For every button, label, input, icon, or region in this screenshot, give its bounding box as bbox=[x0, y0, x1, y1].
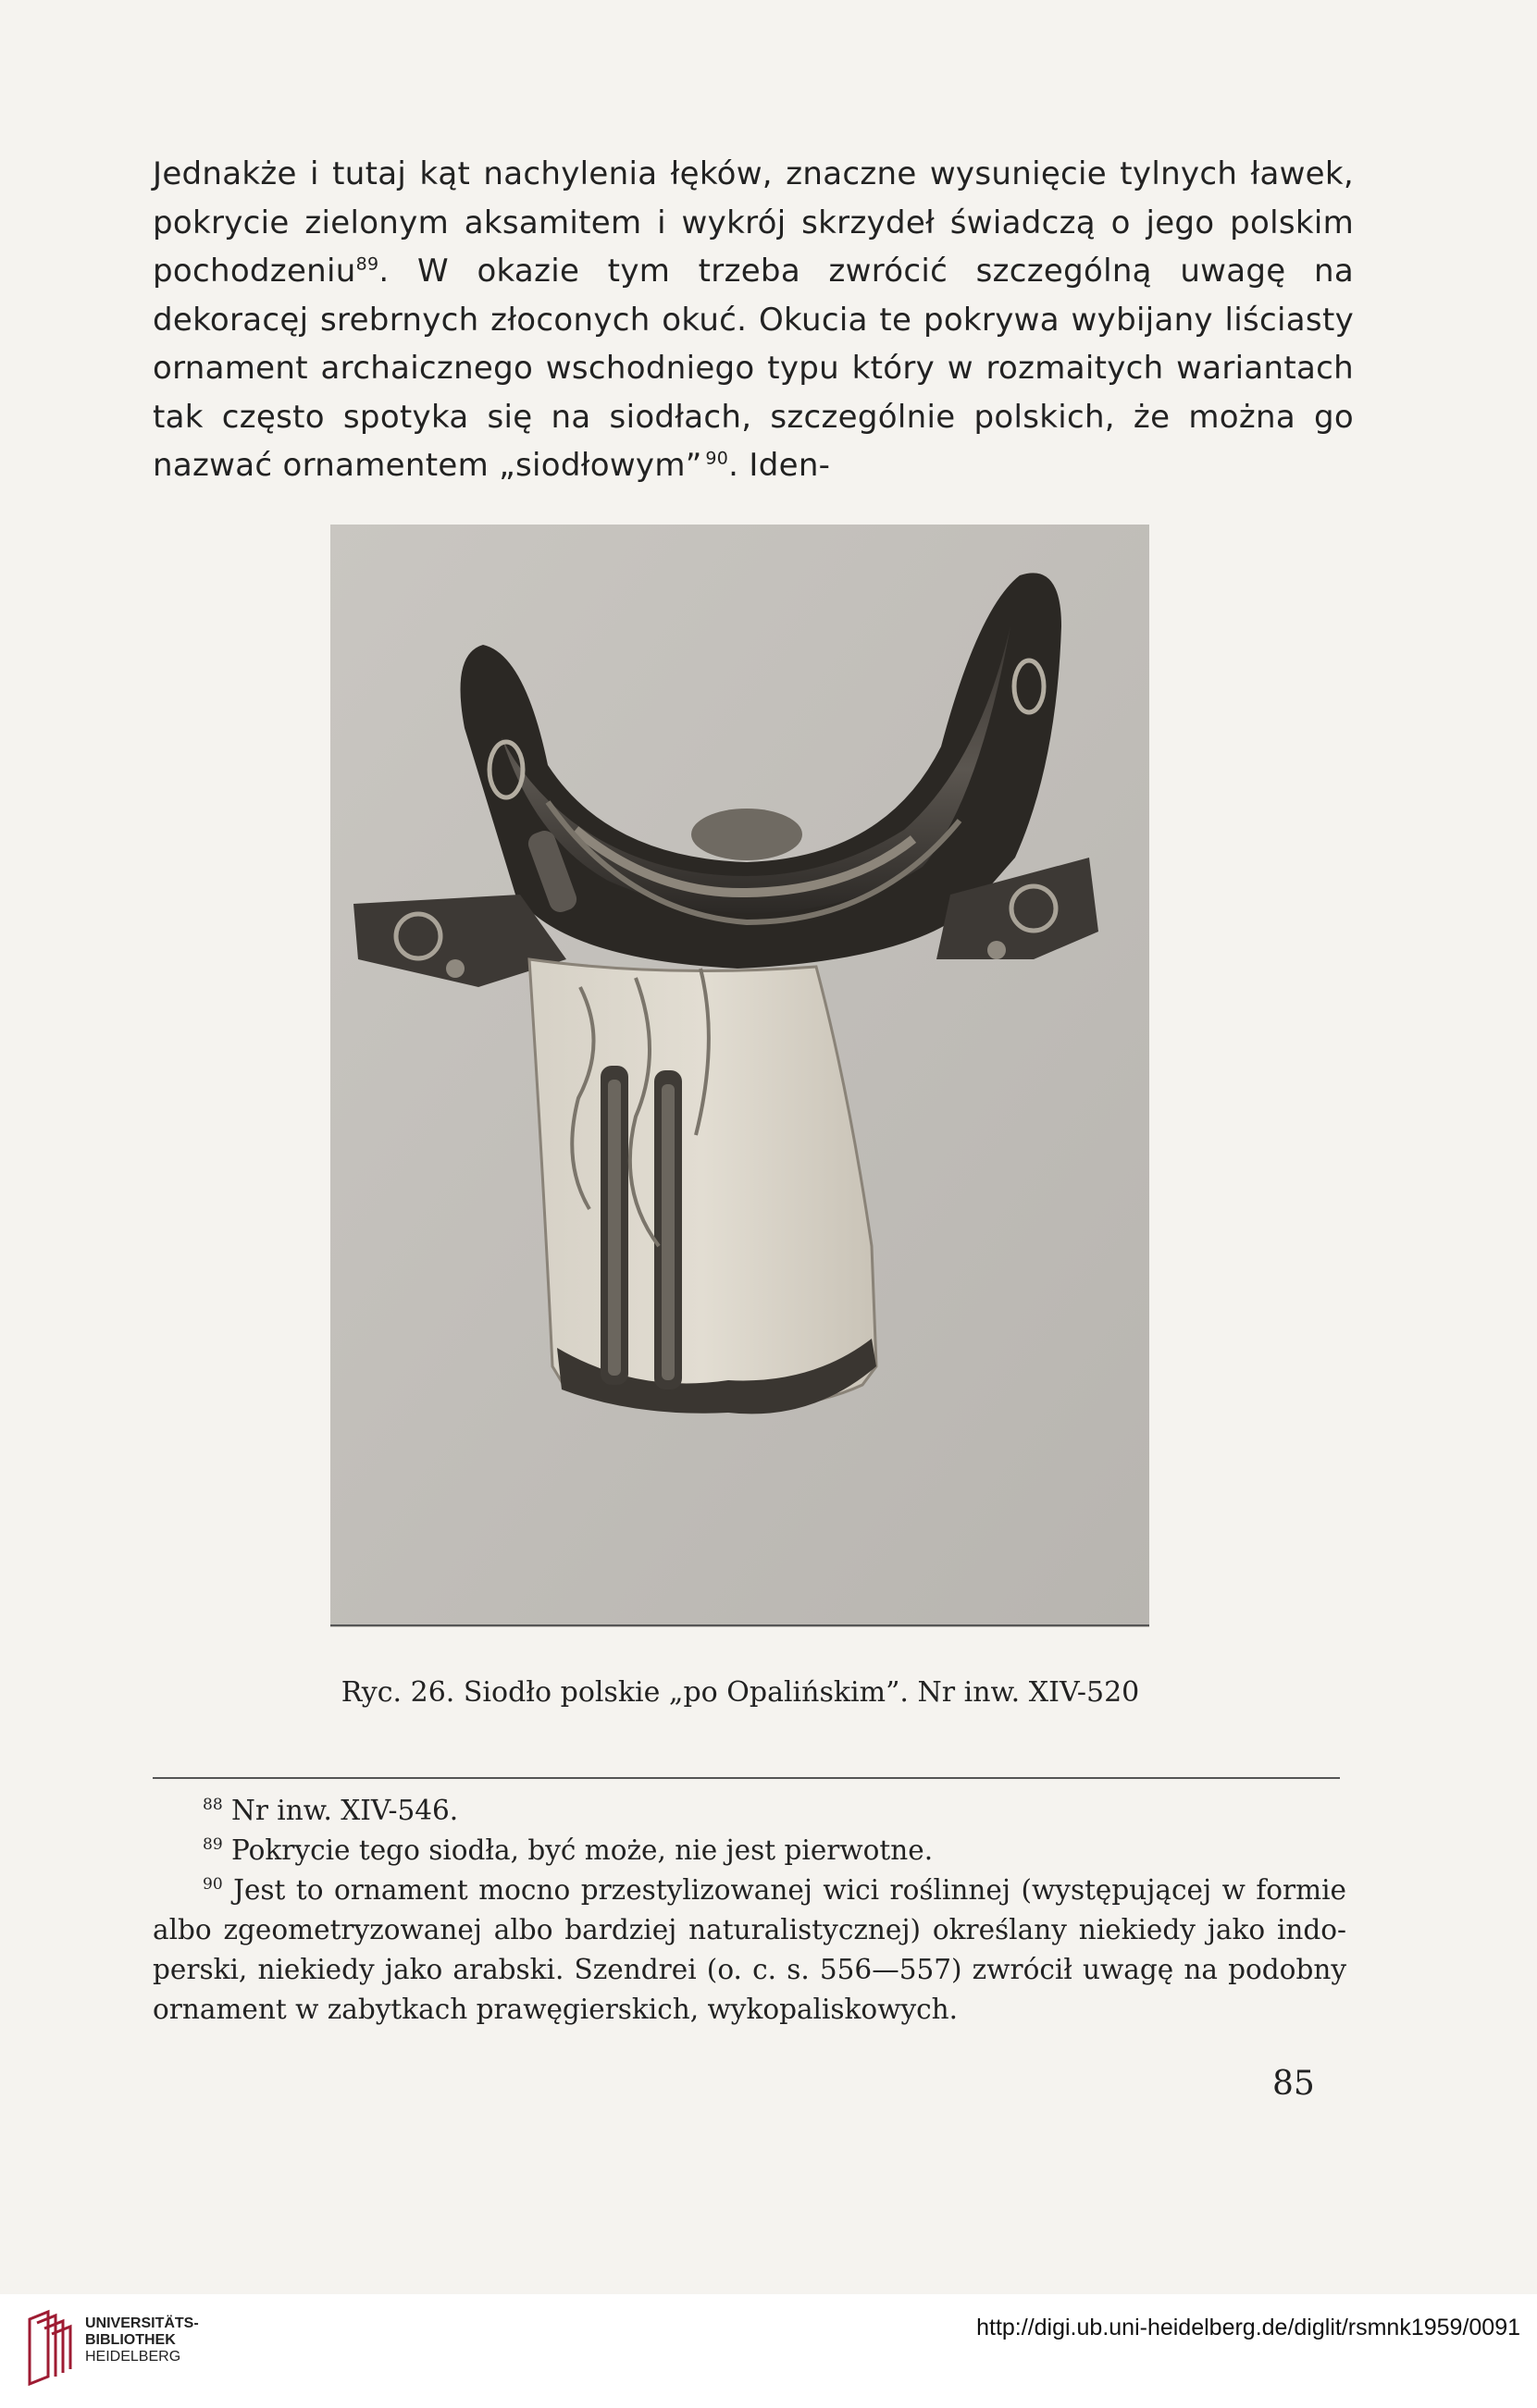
footnote-mark: 88 bbox=[203, 1796, 223, 1815]
footnote-separator bbox=[153, 1777, 1340, 1779]
library-logo-icon bbox=[24, 2308, 76, 2386]
body-text-part-3: . Iden- bbox=[728, 447, 831, 484]
footnote-text: Jest to ornament mocno przestylizowanej wici roślinnej (występującej w formie albo zgeometryzowanej albo bardziej naturalistycznej) określany niekiedy jako indo-perski, niekiedy jako arabski. Szendrei (o. c. s. 556—557) zwrócił uwagę na podobny ornament w zabytkach prawęgierskich, wykopaliskowych. bbox=[153, 1874, 1346, 2025]
institution-line-3: HEIDELBERG bbox=[85, 2349, 181, 2365]
footnote-text: Pokrycie tego siodła, być może, nie jest pierwotne. bbox=[222, 1834, 934, 1866]
body-text-part-1: Jednakże i tutaj kąt nachylenia łęków, znaczne wysunięcie tylnych ławek, pokrycie zielonym aksamitem i wykrój skrzydeł świadczą o jego polskim pochodzeniu bbox=[153, 155, 1354, 290]
footnotes bbox=[153, 1791, 1346, 2030]
saddle-photograph bbox=[330, 525, 1149, 1627]
footnote-90 bbox=[153, 1871, 1346, 2030]
institution-name bbox=[85, 2315, 199, 2365]
institution-line-2: BIBLIOTHEK bbox=[85, 2332, 176, 2348]
library-footer bbox=[0, 2294, 1537, 2408]
footnote-mark: 89 bbox=[203, 1835, 223, 1855]
body-paragraph bbox=[153, 150, 1354, 490]
institution-line-1: UNIVERSITÄTS- bbox=[85, 2315, 199, 2331]
footnote-ref-89[interactable]: 89 bbox=[355, 253, 379, 275]
source-url-link[interactable]: http://digi.ub.uni-heidelberg.de/diglit/rsmnk1959/0091 bbox=[976, 2315, 1520, 2340]
footnote-ref-90[interactable]: 90 bbox=[705, 448, 729, 469]
figure-caption: Ryc. 26. Siodło polskie „po Opalińskim”. Nr inw. XIV-520 bbox=[341, 1676, 1140, 1709]
footnote-mark: 90 bbox=[203, 1875, 223, 1895]
body-text-part-2: . W okazie tym trzeba zwrócić szczególną uwagę na dekoracęj srebrnych złoconych okuć. Okucia te pokrywa wybijany liściasty ornament archaicznego wschodniego typu który w rozmaitych wariantach tak często spotyka się na siodłach, szczególnie polskich, że można go nazwać ornamentem „siodłowym” bbox=[153, 253, 1354, 484]
footnote-89 bbox=[153, 1831, 1346, 1871]
page-number: 85 bbox=[1272, 2065, 1315, 2103]
footnote-text: Nr inw. XIV-546. bbox=[222, 1795, 459, 1826]
footnote-88 bbox=[153, 1791, 1346, 1831]
